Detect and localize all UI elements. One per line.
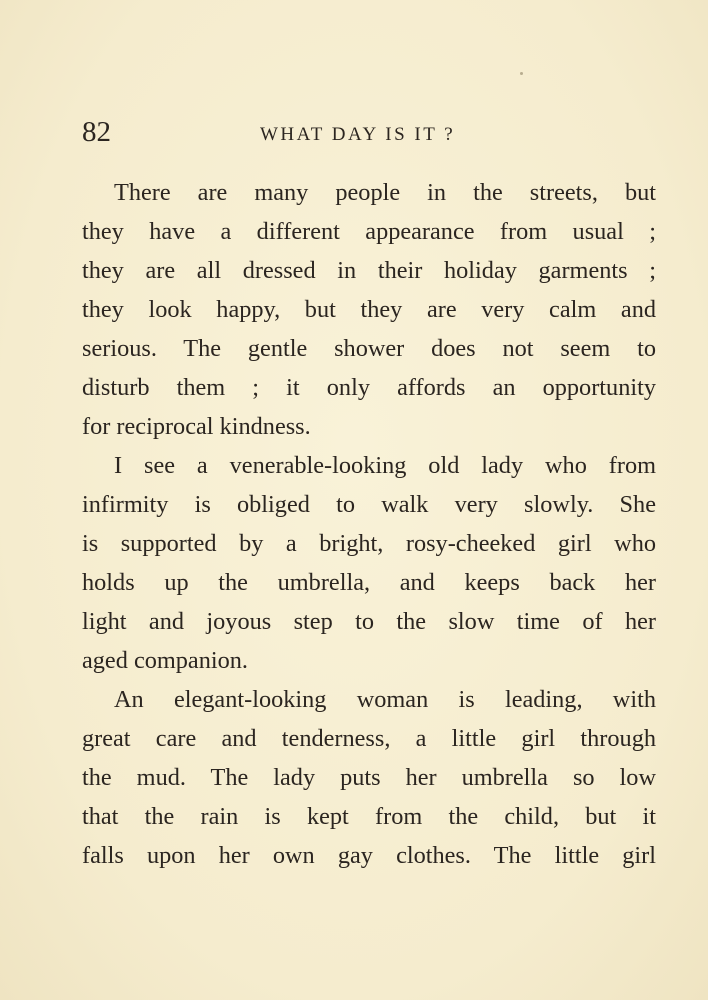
body-text [82, 173, 656, 875]
text-line: they look happy, but they are very calm and [82, 296, 656, 323]
text-line: disturb them ; it only affords an opportunity [82, 374, 656, 401]
text-line: aged companion. [82, 647, 248, 674]
paper-speck [520, 72, 523, 75]
text-line: infirmity is obliged to walk very slowly. She [82, 491, 656, 518]
text-line: the mud. The lady puts her umbrella so low [82, 764, 656, 791]
page-number: 82 [82, 116, 111, 148]
text-line: great care and tenderness, a little girl through [82, 725, 656, 752]
text-line: they are all dressed in their holiday garments ; [82, 257, 656, 284]
text-line: An elegant-looking woman is leading, with [114, 686, 656, 713]
running-title: WHAT DAY IS IT ? [260, 124, 456, 145]
text-line: I see a venerable-looking old lady who from [114, 452, 656, 479]
text-line: that the rain is kept from the child, but it [82, 803, 656, 830]
text-line: falls upon her own gay clothes. The little girl [82, 842, 656, 869]
text-line: is supported by a bright, rosy-cheeked girl who [82, 530, 656, 557]
text-line: serious. The gentle shower does not seem to [82, 335, 656, 362]
running-header [82, 112, 656, 152]
text-line: There are many people in the streets, but [114, 179, 656, 206]
text-line: holds up the umbrella, and keeps back her [82, 569, 656, 596]
text-line: they have a different appearance from usual ; [82, 218, 656, 245]
text-line: light and joyous step to the slow time of her [82, 608, 656, 635]
text-line: for reciprocal kindness. [82, 413, 311, 440]
